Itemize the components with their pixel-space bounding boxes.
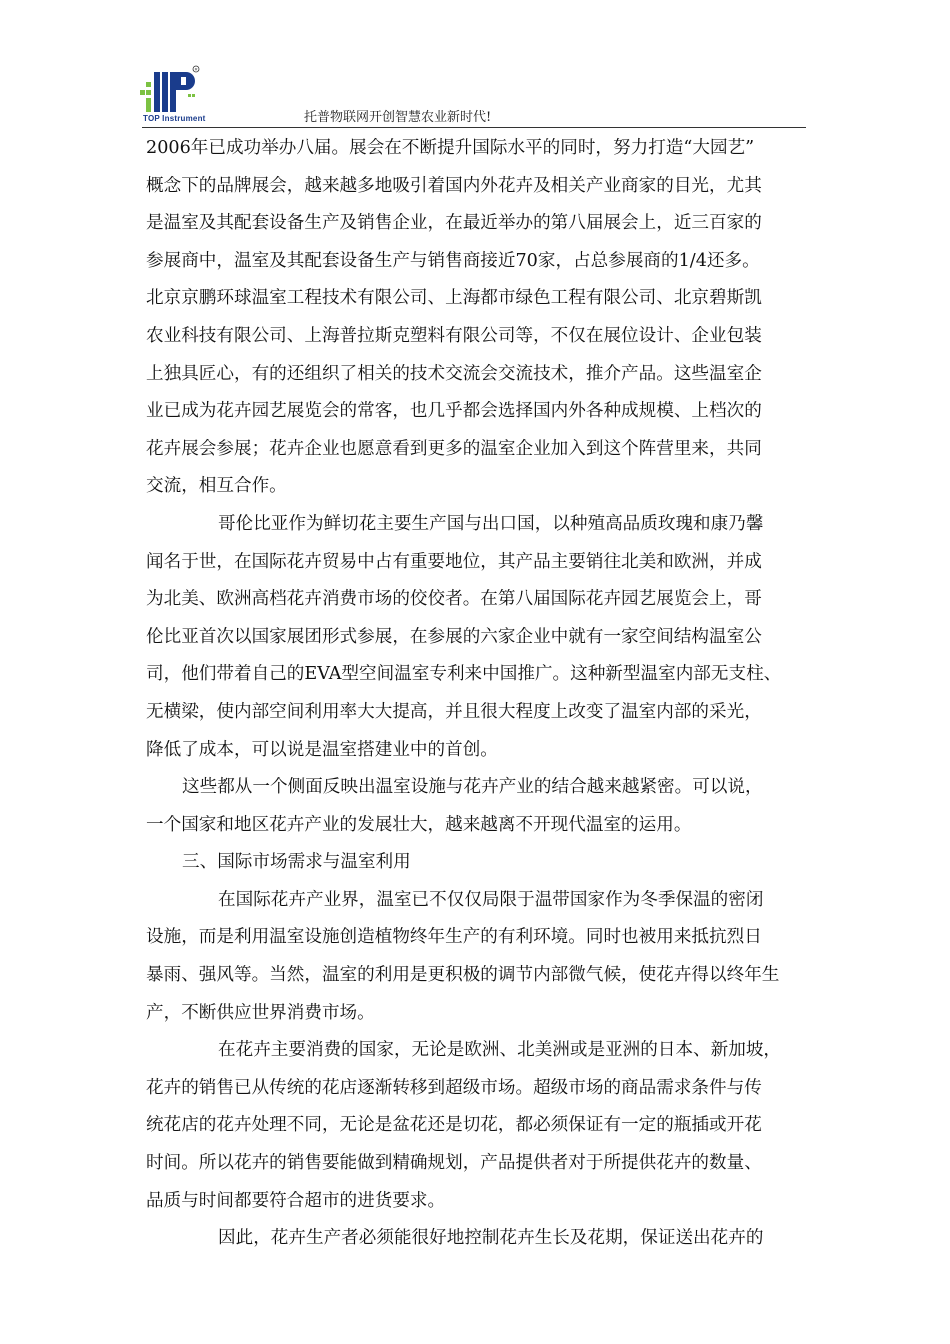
text-line: 因此，花卉生产者必须能很好地控制花卉生长及花期，保证送出花卉的 [218, 1228, 764, 1249]
text-line: 花卉展会参展；花卉企业也愿意看到更多的温室企业加入到这个阵营里来，共同 [146, 438, 762, 459]
text-line: 降低了成本，可以说是温室搭建业中的首创。 [146, 739, 498, 760]
text-line: 统花店的花卉处理不同，无论是盆花还是切花，都必须保证有一定的瓶插或开花 [146, 1115, 762, 1136]
text-line: 是温室及其配套设备生产及销售企业，在最近举办的第八届展会上，近三百家的 [146, 213, 762, 234]
text-line: 品质与时间都要符合超市的进货要求。 [146, 1190, 446, 1211]
text-line: 上独具匠心，有的还组织了相关的技术交流会交流技术，推介产品。这些温室企 [146, 363, 762, 384]
text-line: 参展商中，温室及其配套设备生产与销售商接近70家，占总参展商的1/4还多。 [146, 250, 760, 271]
section-heading: 三、国际市场需求与温室利用 [182, 852, 411, 873]
paragraph-summary [146, 769, 814, 844]
paragraph-international [146, 882, 814, 1032]
brand-name: TOP Instrument [143, 114, 206, 123]
text-line: 无横梁，使内部空间利用率大大提高，并且很大程度上改变了温室内部的采光， [146, 701, 762, 722]
paragraph-exhibition [146, 130, 814, 506]
text-line: 花卉的销售已从传统的花店逐渐转移到超级市场。超级市场的商品需求条件与传 [146, 1077, 762, 1098]
text-line: 时间。所以花卉的销售要能做到精确规划，产品提供者对于所提供花卉的数量、 [146, 1153, 762, 1174]
paragraph-conclusion [146, 1220, 814, 1258]
text-line: 一个国家和地区花卉产业的发展壮大，越来越离不开现代温室的运用。 [146, 814, 692, 835]
document-body [146, 130, 814, 1258]
header-divider [142, 127, 806, 128]
header-slogan: 托普物联网开创智慧农业新时代! [304, 110, 492, 125]
page-header [0, 0, 950, 132]
text-line: 产，不断供应世界消费市场。 [146, 1002, 375, 1023]
text-line: 司，他们带着自己的EVA型空间温室专利来中国推广。这种新型温室内部无支柱、 [146, 664, 782, 685]
text-line: 这些都从一个侧面反映出温室设施与花卉产业的结合越来越紧密。可以说， [182, 777, 763, 798]
text-line: 2006年已成功举办八届。展会在不断提升国际水平的同时，努力打造“大园艺” [146, 138, 755, 158]
text-line: 暴雨、强风等。当然，温室的利用是更积极的调节内部微气候，使花卉得以终年生 [146, 965, 780, 986]
text-line: 农业科技有限公司、上海普拉斯克塑料有限公司等，不仅在展位设计、企业包装 [146, 325, 762, 346]
text-line: 为北美、欧洲高档花卉消费市场的佼佼者。在第八届国际花卉园艺展览会上，哥 [146, 589, 762, 610]
svg-text:R: R [194, 66, 198, 72]
text-line: 伦比亚首次以国家展团形式参展，在参展的六家企业中就有一家空间结构温室公 [146, 626, 762, 647]
paragraph-colombia [146, 506, 814, 769]
text-line: 业已成为花卉园艺展览会的常客，也几乎都会选择国内外各种成规模、上档次的 [146, 401, 762, 422]
text-line: 概念下的品牌展会，越来越多地吸引着国内外花卉及相关产业商家的目光，尤其 [146, 175, 762, 196]
text-line: 在国际花卉产业界，温室已不仅仅局限于温带国家作为冬季保温的密闭 [218, 889, 764, 910]
text-line: 交流，相互合作。 [146, 476, 287, 497]
text-line: 在花卉主要消费的国家，无论是欧洲、北美洲或是亚洲的日本、新加坡， [218, 1040, 782, 1061]
text-line: 闻名于世，在国际花卉贸易中占有重要地位，其产品主要销往北美和欧洲，并成 [146, 551, 762, 572]
text-line: 北京京鹏环球温室工程技术有限公司、上海都市绿色工程有限公司、北京碧斯凯 [146, 288, 762, 309]
paragraph-supermarket [146, 1032, 814, 1220]
text-line: 哥伦比亚作为鲜切花主要生产国与出口国，以种殖高品质玫瑰和康乃馨 [218, 513, 764, 534]
text-line: 设施，而是利用温室设施创造植物终年生产的有利环境。同时也被用来抵抗烈日 [146, 927, 762, 948]
